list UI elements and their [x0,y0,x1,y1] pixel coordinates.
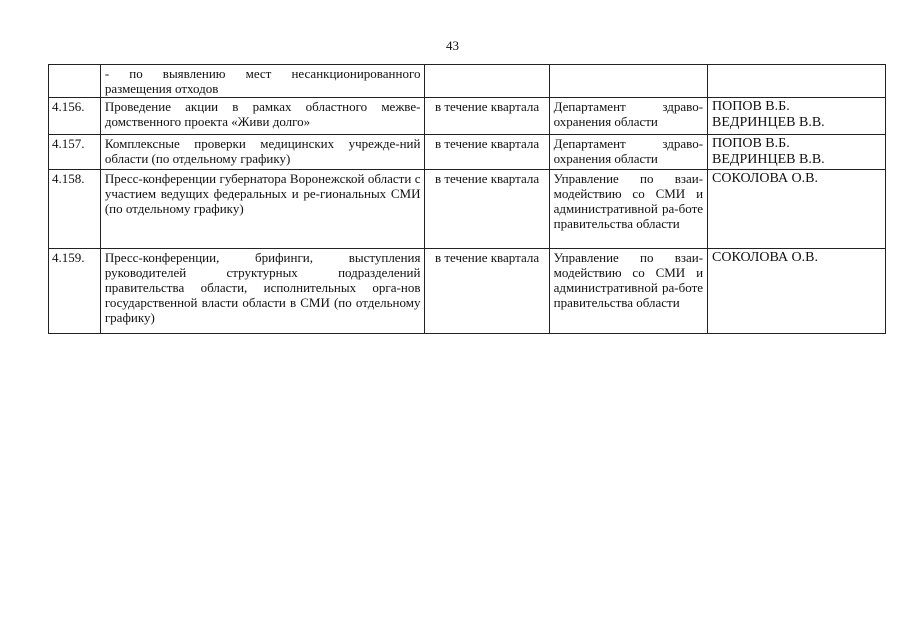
responsible-cell [708,170,886,249]
row-number-cell: 4.158. [49,170,101,249]
event-cell: Проведение акции в рамках областного межве-домственного проекта «Живи долго» [100,98,425,135]
term-cell: в течение квартала [425,170,549,249]
row-number-cell: 4.159. [49,249,101,334]
department-cell: Департамент здраво-охранения области [549,135,707,170]
department-cell: Управление по взаи-модействию со СМИ и административной ра-боте правительства области [549,170,707,249]
responsible-cell [708,135,886,170]
responsible-person: ПОПОВ В.Б. [712,136,790,151]
responsible-person: ПОПОВ В.Б. [712,99,790,114]
responsible-person: ВЕДРИНЦЕВ В.В. [712,152,825,167]
responsible-cell [708,98,886,135]
row-number-cell: 4.157. [49,135,101,170]
table-row [49,135,886,170]
responsible-person: ВЕДРИНЦЕВ В.В. [712,115,825,130]
responsible-person: СОКОЛОВА О.В. [712,171,819,186]
table-row [49,98,886,135]
department-cell: Управление по взаи-модействию со СМИ и административной ра-боте правительства области [549,249,707,334]
responsible-person: СОКОЛОВА О.В. [712,250,819,265]
page-number: 43 [446,38,459,53]
term-cell: в течение квартала [425,98,549,135]
term-cell [425,65,549,98]
table-row [49,170,886,249]
term-cell: в течение квартала [425,135,549,170]
plan-table [48,64,886,334]
department-cell: Департамент здраво-охранения области [549,98,707,135]
event-cell: Пресс-конференции губернатора Воронежской области с участием ведущих федеральных и ре-гиональных СМИ (по отдельному графику) [100,170,425,249]
event-cell: Пресс-конференции, брифинги, выступления руководителей структурных подразделений правительства области, исполнительных орга-нов государственной власти области в СМИ (по отдельному графику) [100,249,425,334]
department-cell [549,65,707,98]
event-cell: - по выявлению мест несанкционированного размещения отходов [100,65,425,98]
responsible-cell [708,65,886,98]
table-row [49,65,886,98]
row-number-cell [49,65,101,98]
term-cell: в течение квартала [425,249,549,334]
event-cell: Комплексные проверки медицинских учрежде-ний области (по отдельному графику) [100,135,425,170]
table-row [49,249,886,334]
row-number-cell: 4.156. [49,98,101,135]
responsible-cell [708,249,886,334]
